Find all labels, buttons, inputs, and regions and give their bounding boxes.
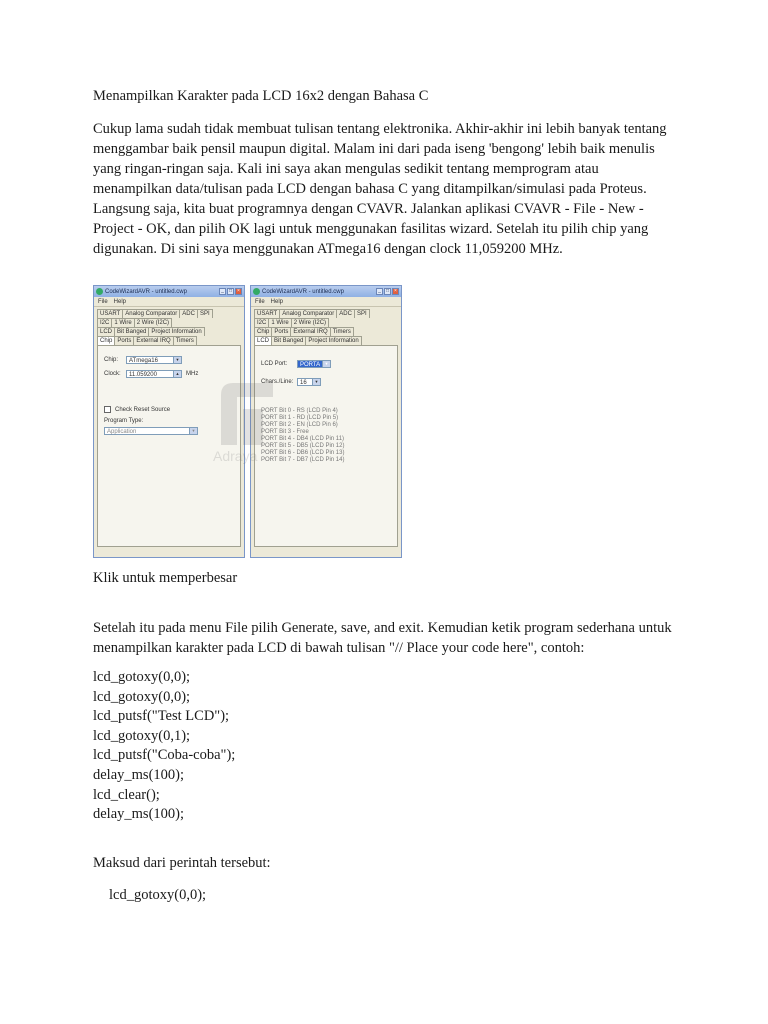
clock-field bbox=[104, 370, 198, 378]
lcd-port-field bbox=[261, 360, 331, 368]
tab-analog-comparator: Analog Comparator bbox=[122, 309, 180, 318]
pin-item: PORT Bit 3 - Free bbox=[261, 429, 309, 435]
tab-i2c: I2C bbox=[97, 318, 112, 327]
article-title: Menampilkan Karakter pada LCD 16x2 dengan Bahasa C bbox=[93, 88, 429, 104]
tab-project-info: Project Information bbox=[148, 327, 204, 336]
tab-project-info: Project Information bbox=[305, 336, 361, 345]
window-title: CodeWizardAVR - untitled.cwp bbox=[105, 288, 187, 295]
code-line: lcd_gotoxy(0,0); bbox=[93, 669, 191, 685]
chars-value: 16 bbox=[300, 380, 307, 386]
chars-select bbox=[297, 378, 321, 386]
tab-2wire: 2 Wire (I2C) bbox=[134, 318, 172, 327]
minimize-icon: _ bbox=[219, 288, 226, 295]
program-type-label: Program Type: bbox=[104, 418, 144, 424]
checkbox-icon bbox=[104, 406, 111, 413]
tab-bit-banged: Bit Banged bbox=[271, 336, 306, 345]
tab-ports: Ports bbox=[114, 336, 134, 345]
tab-analog-comparator: Analog Comparator bbox=[279, 309, 337, 318]
code-line: lcd_gotoxy(0,0); bbox=[93, 688, 191, 705]
clock-input bbox=[126, 370, 182, 378]
tab-spi: SPI bbox=[197, 309, 213, 318]
tab-adc: ADC bbox=[336, 309, 355, 318]
code-line: lcd_putsf("Coba-coba"); bbox=[93, 747, 236, 764]
window-controls bbox=[219, 288, 242, 295]
watermark-text: Adraya bbox=[213, 448, 258, 464]
program-type-field bbox=[104, 427, 198, 435]
chip-value: ATmega16 bbox=[129, 358, 158, 364]
pin-item: PORT Bit 5 - DB5 (LCD Pin 12) bbox=[261, 443, 345, 449]
image-caption-link[interactable]: Klik untuk memperbesar bbox=[93, 570, 238, 586]
codewizard-screenshot[interactable] bbox=[93, 285, 405, 558]
tab-timers: Timers bbox=[173, 336, 197, 345]
close-icon: × bbox=[392, 288, 399, 295]
tab-spi: SPI bbox=[354, 309, 370, 318]
intro-line-2: Langsung saja, kita buat programnya dengan CVAVR. Jalankan aplikasi CVAVR - File - New - Project - OK, dan pilih OK lagi untuk menggunakan fasilitas wizard. Setelah itu pilih chip yang digunakan. Di sini saya menggunakan ATmega16 dengan clock 11,059200 MHz. bbox=[93, 201, 649, 257]
chip-field bbox=[104, 356, 182, 364]
intro-line-1: Cukup lama sudah tidak membuat tulisan tentang elektronika. Akhir-akhir ini lebih banyak tentang menggambar baik pensil maupun digital. Malam ini dari pada iseng 'bengong' lebih baik menulis yang ringan-ringan saja. Kali ini saya akan mengulas sedikit tentang memprogram atau menampilkan data/tulisan pada LCD dengan bahasa C yang ditampilkan/simulasi pada Proteus. bbox=[93, 121, 667, 197]
app-icon bbox=[253, 288, 260, 295]
tab-external-irq: External IRQ bbox=[133, 336, 173, 345]
code-block bbox=[93, 668, 235, 825]
chevron-down-icon: ▼ bbox=[189, 428, 197, 434]
window-titlebar bbox=[251, 286, 401, 297]
watermark-logo-icon bbox=[213, 375, 283, 465]
pin-item: PORT Bit 0 - RS (LCD Pin 4) bbox=[261, 408, 338, 414]
tab-adc: ADC bbox=[179, 309, 198, 318]
window-menubar bbox=[251, 297, 401, 307]
menu-file: File bbox=[255, 298, 265, 305]
tab-lcd: LCD bbox=[254, 336, 272, 345]
program-type-select bbox=[104, 427, 198, 435]
menu-file: File bbox=[98, 298, 108, 305]
pin-item: PORT Bit 1 - RD (LCD Pin 5) bbox=[261, 415, 339, 421]
tab-ports: Ports bbox=[271, 327, 291, 336]
pin-item: PORT Bit 2 - EN (LCD Pin 6) bbox=[261, 422, 338, 428]
check-reset-label: Check Reset Source bbox=[115, 406, 171, 413]
window-title: CodeWizardAVR - untitled.cwp bbox=[262, 288, 344, 295]
chevron-down-icon: ▼ bbox=[312, 379, 320, 385]
window-controls bbox=[376, 288, 399, 295]
tab-usart: USART bbox=[97, 309, 123, 318]
app-icon bbox=[96, 288, 103, 295]
tab-strip bbox=[94, 307, 244, 345]
pin-item: PORT Bit 7 - DB7 (LCD Pin 14) bbox=[261, 457, 345, 463]
clock-value: 11.059200 bbox=[129, 372, 157, 378]
chip-select bbox=[126, 356, 182, 364]
check-reset-field bbox=[104, 406, 170, 413]
tab-chip: Chip bbox=[254, 327, 272, 336]
tab-timers: Timers bbox=[330, 327, 354, 336]
menu-help: Help bbox=[113, 298, 127, 305]
chip-label: Chip: bbox=[104, 357, 119, 363]
chevron-down-icon: ▼ bbox=[322, 361, 330, 367]
program-type-value: Application bbox=[107, 429, 137, 435]
spinner-icon: ▲ bbox=[173, 371, 181, 377]
pin-item: PORT Bit 6 - DB6 (LCD Pin 13) bbox=[261, 450, 345, 456]
chars-label: Chars./Line: bbox=[261, 379, 294, 385]
explanation-heading: Maksud dari perintah tersebut: bbox=[93, 855, 271, 871]
chevron-down-icon: ▼ bbox=[173, 357, 181, 363]
pin-item: PORT Bit 4 - DB4 (LCD Pin 11) bbox=[261, 436, 345, 442]
code-line: lcd_putsf("Test LCD"); bbox=[93, 708, 230, 725]
tab-strip bbox=[251, 307, 401, 345]
tab-chip: Chip bbox=[97, 336, 115, 345]
maximize-icon: □ bbox=[228, 288, 233, 294]
code-line: delay_ms(100); bbox=[93, 766, 185, 783]
clock-label: Clock: bbox=[104, 371, 121, 377]
code-line: lcd_clear(); bbox=[93, 786, 160, 803]
clock-unit: MHz bbox=[186, 371, 199, 377]
tab-2wire: 2 Wire (I2C) bbox=[291, 318, 329, 327]
tab-usart: USART bbox=[254, 309, 280, 318]
close-icon: × bbox=[235, 288, 242, 295]
lcd-port-value: PORTA bbox=[300, 362, 321, 368]
tab-external-irq: External IRQ bbox=[290, 327, 330, 336]
window-titlebar bbox=[94, 286, 244, 297]
maximize-icon: □ bbox=[385, 288, 390, 294]
menu-help: Help bbox=[270, 298, 284, 305]
instruction-paragraph: Setelah itu pada menu File pilih Generate, save, and exit. Kemudian ketik program sederhana untuk menampilkan karakter pada LCD di bawah tulisan "// Place your code here", contoh: bbox=[93, 620, 672, 656]
explained-code-line: lcd_gotoxy(0,0); bbox=[109, 887, 207, 903]
tab-bit-banged: Bit Banged bbox=[114, 327, 149, 336]
intro-paragraph bbox=[93, 119, 673, 259]
window-menubar bbox=[94, 297, 244, 307]
lcd-port-select bbox=[297, 360, 331, 368]
tab-lcd: LCD bbox=[97, 327, 115, 336]
tab-1wire: 1 Wire bbox=[111, 318, 134, 327]
code-line: lcd_gotoxy(0,1); bbox=[93, 727, 191, 744]
minimize-icon: _ bbox=[376, 288, 383, 295]
tab-i2c: I2C bbox=[254, 318, 269, 327]
lcd-port-label: LCD Port: bbox=[261, 361, 288, 367]
code-line: delay_ms(100); bbox=[93, 806, 185, 823]
tab-1wire: 1 Wire bbox=[268, 318, 291, 327]
